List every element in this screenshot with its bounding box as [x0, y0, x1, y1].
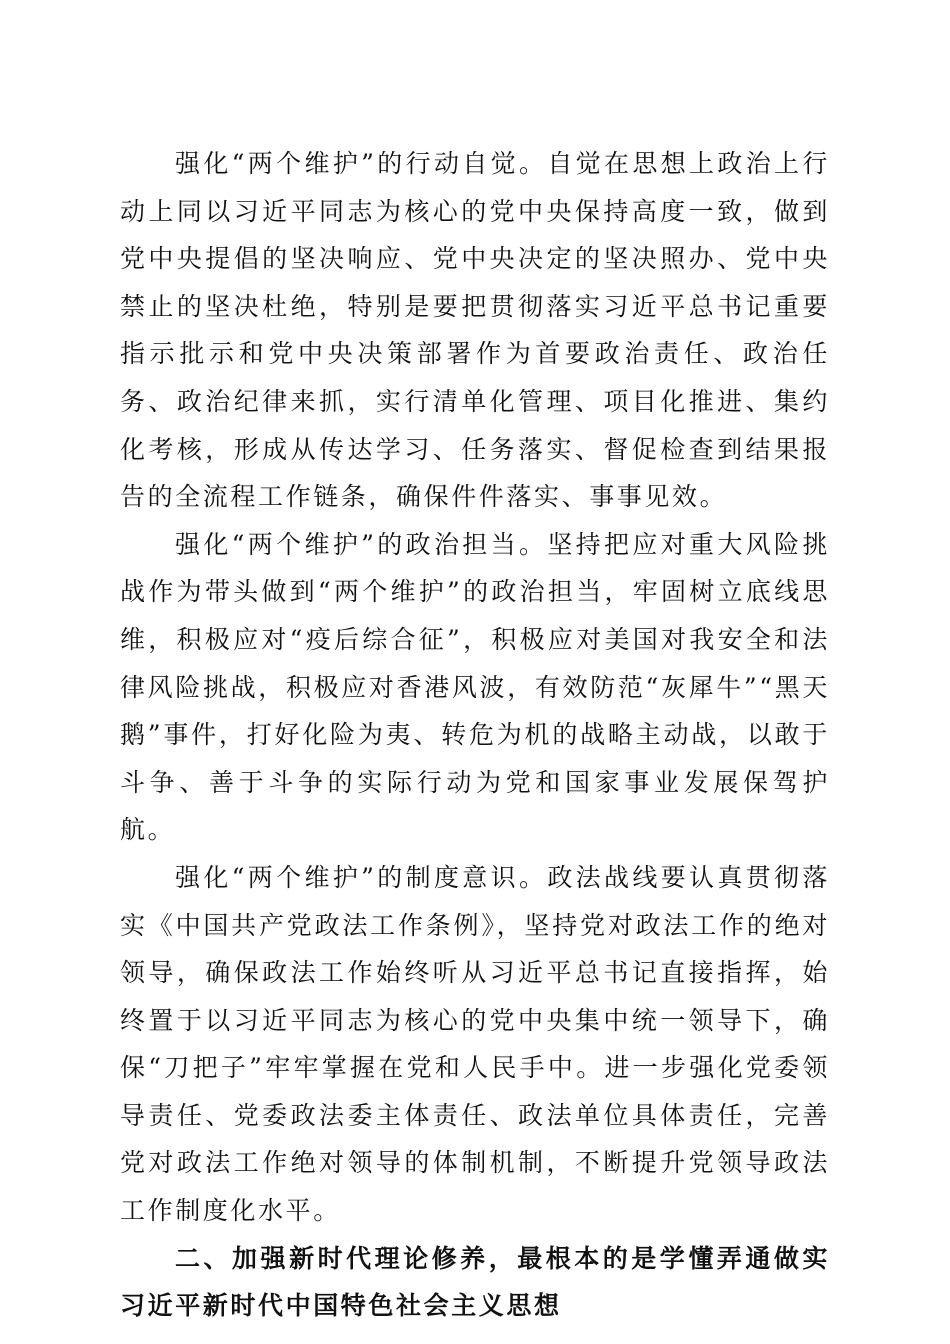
paragraph-institutional-awareness: 强化“两个维护”的制度意识。政法战线要认真贯彻落实《中国共产党政法工作条例》，坚持党对政法工作的绝对领导，确保政法工作始终听从习近平总书记直接指挥，始终置于以习近平同志为核心的党中央集中统一领导下，确保“刀把子”牢牢掌握在党和人民手中。进一步强化党委领导责任、党委政法委主体责任、政法单位具体责任，完善党对政法工作绝对领导的体制机制，不断提升党领导政法工作制度化水平。: [120, 862, 830, 1226]
paragraph-action-consciousness: 强化“两个维护”的行动自觉。自觉在思想上政治上行动上同以习近平同志为核心的党中央保持高度一致，做到党中央提倡的坚决响应、党中央决定的坚决照办、党中央禁止的坚决杜绝，特别是要把贯彻落实习近平总书记重要指示批示和党中央决策部署作为首要政治责任、政治任务、政治纪律来抓，实行清单化管理、项目化推进、集约化考核，形成从传达学习、任务落实、督促检查到结果报告的全流程工作链条，确保件件落实、事事见效。: [120, 149, 830, 512]
paragraph-political-responsibility: 强化“两个维护”的政治担当。坚持把应对重大风险挑战作为带头做到“两个维护”的政治担当，牢固树立底线思维，积极应对“疫后综合征”，积极应对美国对我安全和法律风险挑战，积极应对香港风波，有效防范“灰犀牛”“黑天鹅”事件，打好化险为夷、转危为机的战略主动战，以敢于斗争、善于斗争的实际行动为党和国家事业发展保驾护航。: [120, 529, 830, 845]
section-heading: 二、加强新时代理论修养，最根本的是学懂弄通做实习近平新时代中国特色社会主义思想: [120, 1243, 830, 1321]
document-body: [120, 140, 830, 1330]
